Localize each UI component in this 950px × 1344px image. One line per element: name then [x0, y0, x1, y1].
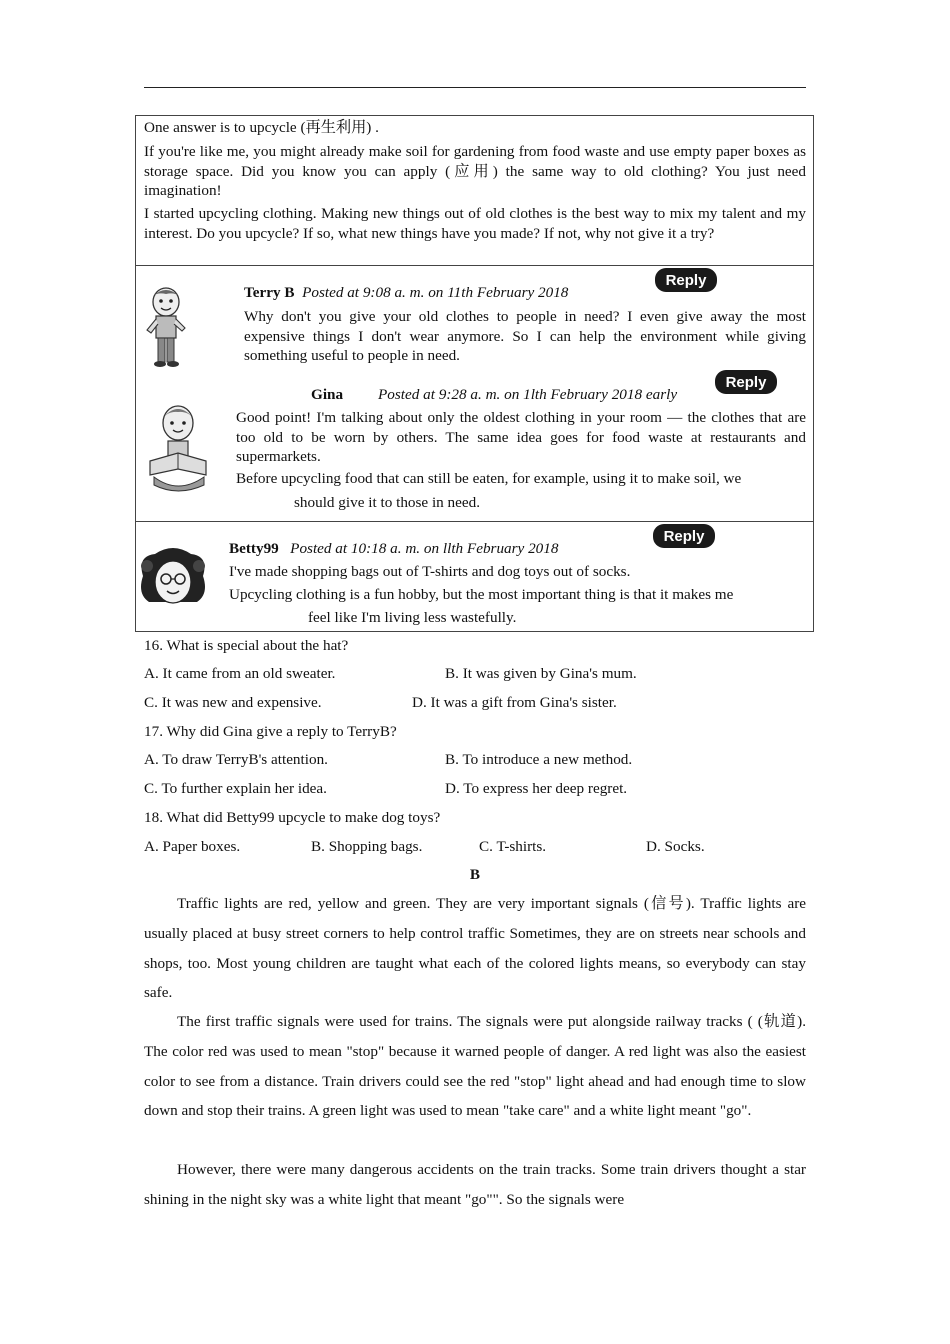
gina-name: Gina [311, 386, 344, 403]
betty-posted: Posted at 10:18 a. m. on llth February 2018 [290, 540, 559, 557]
intro-paragraph-2: If you're like me, you might already make soil for gardening from food waste and use empty paper boxes as storage space. Did you know you can apply (应用) the same way to old clothing? You just need imagination! [144, 143, 806, 199]
betty-reply-button[interactable] [652, 523, 716, 549]
terry-posted: Posted at 9:08 a. m. on 11th February 2018 [302, 284, 569, 301]
gina-body-2-line-1: Before upcycling food that can still be eaten, for example, using it to make soil, we [236, 470, 742, 487]
terry-header [244, 283, 568, 303]
question-16-option-a: A. It came from an old sweater. [144, 665, 336, 682]
gina-avatar-icon [144, 403, 214, 493]
gina-reply-label: Reply [725, 374, 767, 391]
betty-reply-label: Reply [663, 528, 705, 545]
question-17-option-c: C. To further explain her idea. [144, 780, 327, 797]
section-b-paragraph-1: Traffic lights are red, yellow and green. They are very important signals (信号). Traffic lights are usually placed at busy street corners to help control traffic Sometimes, they are on streets near schools and shops, too. Most young children are taught what each of the colored lights means, so everybody can stay safe. [144, 895, 806, 1002]
terry-avatar-icon [144, 286, 190, 368]
section-b-heading: B [469, 866, 481, 883]
question-18-option-b: B. Shopping bags. [311, 838, 423, 855]
question-16-option-c: C. It was new and expensive. [144, 694, 322, 711]
question-17-option-d: D. To express her deep regret. [445, 780, 628, 797]
betty-avatar-icon [137, 546, 209, 618]
question-16-stem: 16. What is special about the hat? [144, 637, 349, 654]
section-b-paragraph-3: However, there were many dangerous accidents on the train tracks. Some train drivers thought a star shining in the night sky was a white light that meant "go"". So the signals were [144, 1161, 806, 1208]
terry-reply-button[interactable] [654, 267, 718, 293]
betty-body-2-line-2: feel like I'm living less wastefully. [308, 609, 517, 626]
question-18-option-c: C. T-shirts. [479, 838, 547, 855]
betty-body-2-line-1: Upcycling clothing is a fun hobby, but the most important thing is that it makes me [229, 586, 734, 603]
betty-header [229, 539, 558, 559]
gina-reply-button[interactable] [714, 369, 778, 395]
betty-name: Betty99 [229, 540, 279, 557]
question-17-stem: 17. Why did Gina give a reply to TerryB? [144, 723, 397, 740]
betty-body-1: I've made shopping bags out of T-shirts and dog toys out of socks. [229, 563, 631, 580]
header-rule [144, 87, 806, 88]
section-b-paragraph-2: The first traffic signals were used for trains. The signals were put alongside railway tracks ( (轨道). The color red was used to mean "stop" because it warned people of danger. A red light was also the easiest color to see from a distance. Train drivers could see the red "stop" light ahead and had enough time to slow down and stop their trains. A green light was used to mean "take care" and a white light meant "go". [144, 1013, 806, 1120]
question-18-option-a: A. Paper boxes. [144, 838, 241, 855]
gina-posted: Posted at 9:28 a. m. on 1lth February 2018 early [378, 386, 678, 403]
terry-body: Why don't you give your old clothes to people in need? I even give away the most expensive things I don't wear anymore. So I can help the environment while giving something useful to people in need. [244, 308, 806, 364]
terry-reply-label: Reply [665, 272, 707, 289]
question-18-stem: 18. What did Betty99 upcycle to make dog toys? [144, 809, 441, 826]
question-17-option-a: A. To draw TerryB's attention. [144, 751, 328, 768]
gina-body-2-line-2: should give it to those in need. [294, 494, 481, 511]
question-16-option-d: D. It was a gift from Gina's sister. [412, 694, 617, 711]
gina-body: Good point! I'm talking about only the oldest clothing in your room — the clothes that are too old to be worn by others. The same idea goes for food waste at restaurants and supermarkets. [236, 409, 806, 465]
question-18-option-d: D. Socks. [646, 838, 705, 855]
intro-line-1: One answer is to upcycle (再生利用) . [144, 119, 379, 136]
terry-name: Terry B [244, 284, 295, 301]
intro-paragraph-3: I started upcycling clothing. Making new things out of old clothes is the best way to mix my talent and my interest. Do you upcycle? If so, what new things have you made? If not, why not give it a try? [144, 205, 806, 242]
question-16-option-b: B. It was given by Gina's mum. [445, 665, 637, 682]
question-17-option-b: B. To introduce a new method. [445, 751, 633, 768]
